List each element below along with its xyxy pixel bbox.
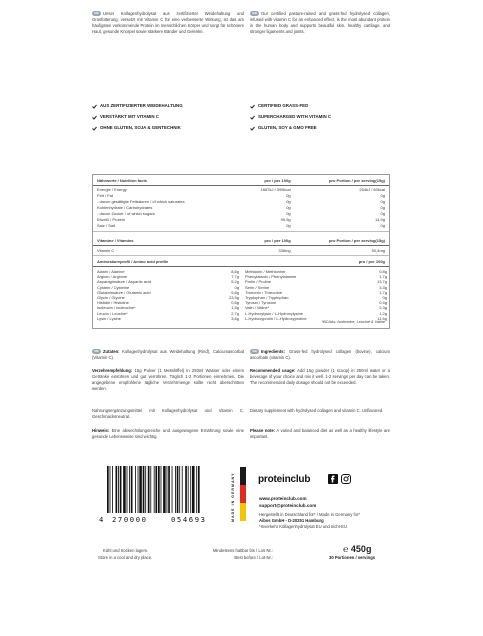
barcode-bar: [196, 466, 197, 513]
supplement-en: Dietary supplement with hydrolysed collagen and vitamin C. Unflavored.: [250, 408, 384, 413]
amino-value: 1,2g: [379, 310, 387, 316]
table-row: Kohlenhydrate / Carbohydrates 0g 0g: [97, 205, 385, 210]
barcode-bar: [175, 466, 176, 513]
check-icon: [250, 104, 255, 109]
ingredients-de: DE Zutaten: Kollagenhydrolysat aus Weidehaltung (Rind), Calciumascorbat (Vitamin C).: [92, 349, 244, 361]
storage-en: Store in a cool and dry place.: [98, 555, 153, 560]
amino-value: 7,7g: [231, 274, 239, 280]
german-flag-strip: [240, 467, 246, 521]
storage-de: Kühl und trocken lagern.: [103, 548, 149, 553]
barcode-bar: [118, 466, 119, 513]
note-en: Please note: A varied and balanced diet as well as a healthy lifestyle are important.: [250, 428, 391, 440]
feature-de-3: OHNE GLUTEN, SOJA & GENTECHNIK: [92, 125, 181, 131]
barcode-bar: [107, 466, 109, 513]
amino-name: Glutaminsäure / Glutamic acid: [97, 289, 151, 295]
usage-de: Verzehrempfehlung: 15g Pulver (1 Messlöffel) in 250ml Wasser oder einem Getränke einrühren und gut verrühren. Täglich 1-2 Portionen einnehmen. Die angegebene empfohlene tägliche Verzehrmenge sollte nicht überschritten werden.: [92, 368, 244, 392]
barcode-bar: [161, 466, 162, 513]
barcode-bar: [155, 466, 157, 513]
company-line: Aibos GmbH - D-20251 Hamburg: [259, 518, 324, 523]
usage-en: Recommended usage: Add 15g powder (1 scoop) in 250ml water or a beverage of your choice and mix it well. 1-2 servings per day can be taken. The recommended daily dosage should not be exceeded.: [250, 368, 390, 386]
amino-name: Cystein / Cysteine: [97, 284, 130, 290]
table-row: Eiweiß / Protein 99,5g 14,9g: [97, 217, 385, 222]
vitamins-header-row: Vitamine / Vitamins pro / per 100g pro Portion / per serving(15g): [97, 238, 385, 243]
note-de: Hinweis: Eine abwechslungsreiche und ausgewogene Ernährung sowie eine gesunde Lebensweise sind wichtig.: [92, 428, 244, 440]
amino-value: 8,6g: [231, 269, 239, 274]
barcode-bar: [120, 466, 122, 513]
amino-name: Glycin / Glycine: [97, 295, 125, 300]
uk-flag-badge: GB: [250, 349, 259, 354]
flag-stripe: [240, 503, 246, 521]
amino-value: 23,5g: [228, 295, 239, 300]
feature-de-2: VERSTÄRKT MIT VITAMIN C: [92, 114, 159, 120]
facebook-icon[interactable]: [328, 474, 338, 484]
barcode-bar: [110, 466, 111, 513]
amino-value: 0,6g: [231, 300, 239, 306]
amino-name: Phenylalanin / Phenylalanine: [245, 274, 297, 280]
intro-de-text: Unser Kollagenhydrolysat aus zertifizierter Weidehaltung und Grasfütterung, versetzt mit Vitamin C für eine verbesserte Wirkung, ist das am häufigsten vorkommende Protein im menschlichen Körper und sorgt für schönere Haut, gesunde Knorpel sowie stärkere Bänder und Gelenke.: [92, 11, 244, 35]
amino-name: Prolin / Proline: [245, 279, 272, 285]
barcode-bar: [172, 466, 173, 513]
table-row: Fett / Fat 0g 0g: [97, 193, 385, 198]
amino-value: 0,4g: [379, 300, 387, 306]
divider: [93, 266, 389, 267]
barcode-bar: [112, 466, 113, 513]
net-weight: ℮ 450g: [343, 544, 372, 554]
table-row: Vitamin C 336mg 50,4mg: [97, 248, 385, 253]
website-link[interactable]: www.proteinclub.com: [259, 496, 307, 501]
barcode-bar: [163, 466, 166, 513]
check-icon: [92, 104, 97, 109]
amino-name: Histidin / Histidine: [97, 300, 129, 306]
german-flag-badge: DE: [92, 349, 101, 354]
divider: [93, 231, 389, 232]
made-in-germany-vertical: MADE IN GERMANY: [231, 472, 235, 522]
barcode-bar: [143, 466, 145, 513]
amino-value: 3,6g: [231, 315, 239, 321]
amino-name: Isoleucin / Isoleucine*: [97, 305, 136, 311]
amino-name: Arginin / Arginine: [97, 274, 128, 280]
amino-name: Asparaginsäure / Aspartic acid: [97, 279, 152, 285]
amino-value: 1,7g: [379, 289, 387, 295]
table-row: Energie / Energy 1687kJ / 399kcal 254kJ / 60kcal: [97, 187, 385, 192]
barcode-bar: [168, 466, 170, 513]
divider: [93, 185, 389, 186]
barcode-bar: [188, 466, 189, 513]
german-flag-badge: DE: [92, 11, 101, 16]
amino-name: Tryptophan / Tryptophan: [245, 295, 289, 300]
instagram-icon[interactable]: [341, 474, 351, 484]
amino-name: Lysin / Lysine: [97, 315, 121, 321]
divider: [93, 255, 389, 256]
feature-en-1: CERTIFIED GRASS-FED: [250, 103, 308, 109]
barcode-bar: [123, 466, 126, 513]
best-before-en: Best before / Lot-Nr.:: [234, 555, 273, 560]
support-email[interactable]: support@proteinclub.com: [259, 503, 317, 508]
amino-value: 0g: [382, 295, 387, 300]
amino-name: Valin / Valine*: [245, 305, 270, 311]
feature-en-3: GLUTEN, SOY & GMO FREE: [250, 125, 317, 131]
made-in-line: Hergestellt in Deutschland für* / Made in Germany for*: [259, 512, 361, 517]
barcode-bar: [150, 466, 151, 513]
amino-value: 2,3g: [379, 305, 387, 311]
barcode-bar: [135, 466, 136, 513]
amino-value: 9,8g: [231, 289, 239, 295]
check-icon: [92, 115, 97, 120]
barcode-bar: [129, 466, 130, 513]
table-row: Salz / Salt 0g 0g: [97, 223, 385, 228]
amino-name: L-Hydroxyprolin / L-Hydroxyproline: [245, 315, 307, 321]
amino-value: 13,7g: [376, 279, 387, 285]
barcode-bar: [192, 466, 195, 513]
amino-name: Threonin / Threonine: [245, 289, 283, 295]
barcode-bar: [198, 466, 200, 513]
barcode-bar: [190, 466, 191, 513]
amino-value: 11,6g: [377, 315, 387, 321]
table-row: [97, 316, 239, 322]
intro-de: [92, 11, 244, 35]
barcode-bar: [182, 466, 183, 513]
amino-value: 0g: [234, 284, 239, 290]
barcode-bar: [116, 466, 118, 513]
amino-value: 1,7g: [379, 274, 387, 280]
amino-name: Serin / Serine: [245, 284, 270, 290]
brand-logo: proteinclub: [258, 474, 311, 485]
bcaa-note: *BCAAs: Isoleucine, Leucine & Valine: [321, 320, 385, 324]
table-row: - davon gesättigte Fettsäuren / of which saturates 0g 0g: [97, 199, 385, 204]
table-row: - davon Zucker / of which sugars 0g 0g: [97, 211, 385, 216]
barcode-bar: [154, 466, 155, 513]
barcode-bar: [179, 466, 180, 513]
amino-name: Methionin / Methionine: [245, 269, 286, 274]
check-icon: [92, 126, 97, 131]
barcode-bar: [148, 466, 150, 513]
amino-name: L-Hydroxylysin / L-Hydroxylysine: [245, 310, 304, 316]
estimated-sign-icon: ℮: [343, 544, 349, 554]
flag-stripe: [240, 467, 246, 485]
barcode-bar: [139, 466, 142, 513]
flag-stripe: [240, 485, 246, 503]
amino-header-row: Aminosäureprofil / Amino acid profile pro / per 100g: [97, 259, 385, 264]
supplement-de: Nahrungsergänzungsmittel mit Kollagenhydrolysat und Vitamin C. Geschmacksneutral.: [92, 408, 244, 420]
barcode-bar: [185, 466, 187, 513]
barcode-bar: [138, 466, 139, 513]
intro-en-text: Our certified pasture-raised and grass-fed hydrolysed collagen, infused with vitamin C for an enhanced effect, is the most abundant protein in the human body and supports beautiful skin, healthy cartilage, and stronger ligaments and joints.: [250, 11, 390, 35]
origin-note: *Inverkehr Kollagenhydrolysat EU und nicht-EU: [259, 524, 347, 529]
barcode-bar: [127, 466, 128, 513]
uk-flag-badge: GB: [250, 11, 259, 16]
check-icon: [250, 126, 255, 131]
divider: [93, 245, 389, 246]
nutrition-header-row: Nährwerte / Nutrition facts pro / per 100g pro Portion / per serving(15g): [97, 178, 385, 183]
feature-en-2: SUPERCHARGED WITH VITAMIN C: [250, 114, 331, 120]
amino-name: Leucin / Leucine*: [97, 310, 128, 316]
amino-value: 2,7g: [231, 310, 239, 316]
amino-value: 0,8g: [379, 269, 387, 274]
ingredients-en: GB Ingredients: Grass-fed hydrolysed collagen (bovine), calcium ascorbate (vitamin C).: [250, 349, 390, 361]
servings-count: 30 Portionen / servings: [329, 555, 376, 560]
best-before-de: Mindestens haltbar bis / Los-Nr.:: [212, 548, 273, 553]
check-icon: [250, 115, 255, 120]
barcode-bar: [145, 466, 146, 513]
amino-value: 1,5g: [231, 305, 239, 311]
barcode-bar: [167, 466, 168, 513]
amino-value: 3,3g: [379, 284, 387, 290]
barcode-bar: [158, 466, 160, 513]
amino-value: 5,2g: [231, 279, 239, 285]
amino-name: Tyrosin / Tyrosine: [245, 300, 277, 306]
intro-en: [250, 11, 390, 35]
feature-de-1: AUS ZERTIFIZIERTER WEIDEHALTUNG: [92, 103, 183, 109]
barcode-bar: [177, 466, 179, 513]
amino-name: Alanin / Alanine: [97, 269, 125, 274]
barcode-bar: [131, 466, 133, 513]
nutrition-table: [92, 174, 390, 329]
